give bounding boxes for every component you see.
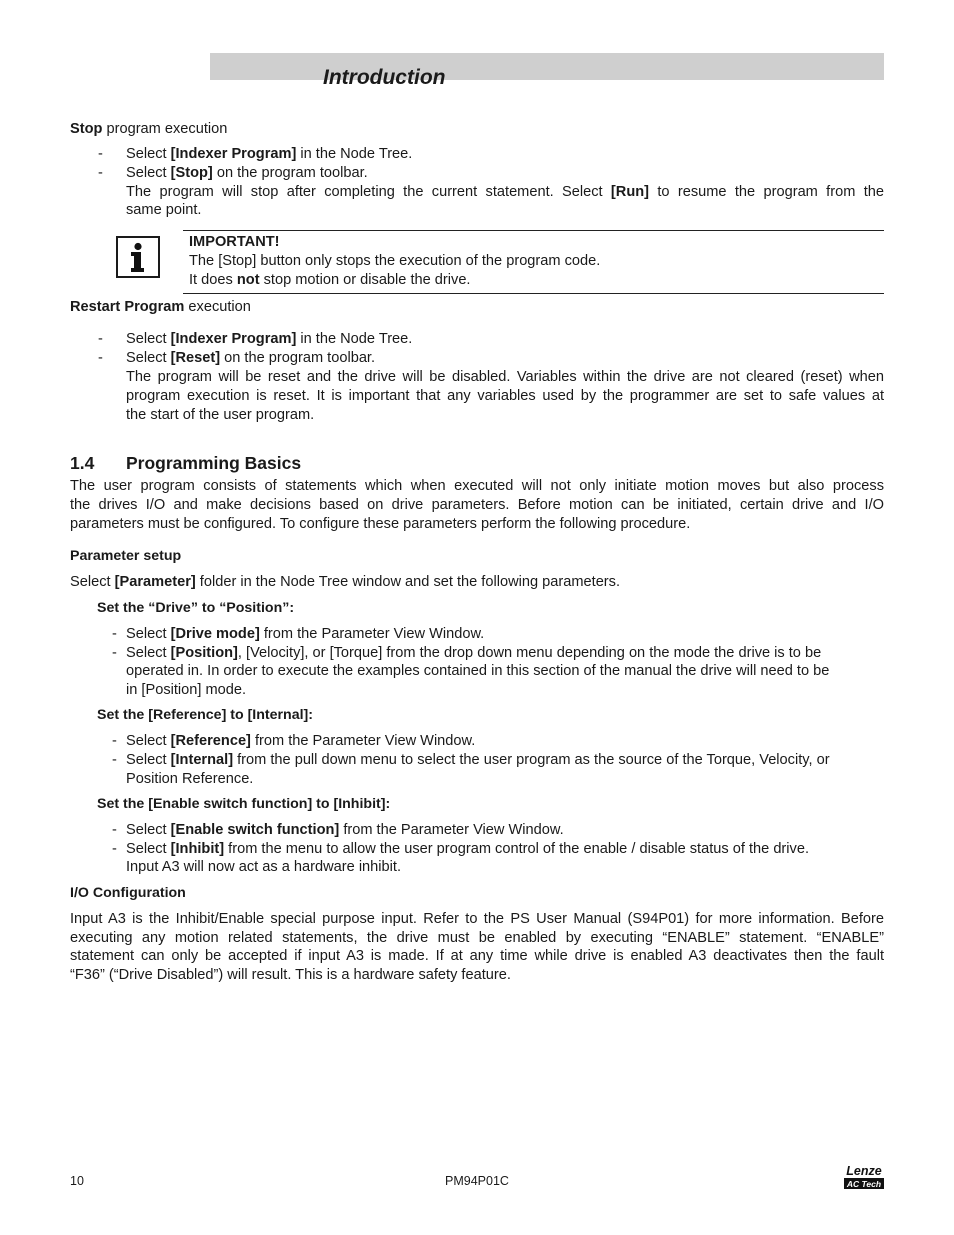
io-line-3: statement can only be accepted if input A3 is made. If at any time while drive is enabled A3 deactivates then the fault — [70, 948, 884, 964]
io-line-4: “F36” (“Drive Disabled”) will result. This is a hardware safety feature. — [70, 967, 511, 983]
restart-note-line-1: The program will be reset and the drive will be disabled. Variables within the drive are not cleared (reset) when — [126, 369, 884, 385]
lenze-logo-icon — [843, 1163, 885, 1191]
reference-heading: Set the [Reference] to [Internal]: — [97, 707, 313, 723]
io-line-1: Input A3 is the Inhibit/Enable special purpose input. Refer to the PS User Manual (S94P01) for more information. Before — [70, 911, 884, 927]
list-dash: - — [98, 331, 103, 347]
parameter-setup-heading: Parameter setup — [70, 548, 182, 564]
stop-step-2: Select [Stop] on the program toolbar. — [126, 165, 368, 181]
list-dash: - — [98, 350, 103, 366]
list-dash: - — [112, 822, 117, 838]
restart-step-2: Select [Reset] on the program toolbar. — [126, 350, 376, 366]
parameter-setup-intro: Select [Parameter] folder in the Node Tree window and set the following parameters. — [70, 574, 621, 590]
list-dash: - — [112, 645, 117, 661]
important-top-rule — [183, 230, 884, 231]
logo-text-top: Lenze — [846, 1164, 882, 1178]
stop-note-line-2: same point. — [126, 202, 202, 218]
important-line-2: It does not stop motion or disable the drive. — [189, 272, 471, 288]
drive-step-1: Select [Drive mode] from the Parameter View Window. — [126, 626, 485, 642]
section-title: Programming Basics — [126, 453, 302, 473]
enable-step-1: Select [Enable switch function] from the Parameter View Window. — [126, 822, 564, 838]
section-number: 1.4 — [70, 453, 95, 473]
reference-step-2: Select [Internal] from the pull down menu to select the user program as the source of the Torque, Velocity, or — [126, 752, 830, 768]
reference-step-1: Select [Reference] from the Parameter View Window. — [126, 733, 476, 749]
reference-step-2-line-2: Position Reference. — [126, 771, 254, 787]
restart-note-line-3: the start of the user program. — [126, 407, 315, 423]
enable-step-2-line-2: Input A3 will now act as a hardware inhibit. — [126, 859, 402, 875]
list-dash: - — [98, 146, 103, 162]
stop-step-1: Select [Indexer Program] in the Node Tree. — [126, 146, 413, 162]
info-icon — [116, 236, 160, 278]
io-line-2: executing any motion related statements, the drive must be enabled by executing “ENABLE” statement. “ENABLE” — [70, 930, 884, 946]
page-number: 10 — [70, 1174, 84, 1188]
important-line-1: The [Stop] button only stops the execution of the program code. — [189, 253, 601, 269]
enable-step-2: Select [Inhibit] from the menu to allow the user program control of the enable / disable status of the drive. — [126, 841, 810, 857]
restart-note-line-2: program execution is reset. It is important that any variables used by the programmer are set to safe values at — [126, 388, 884, 404]
drive-step-2: Select [Position], [Velocity], or [Torque] from the drop down menu depending on the mode the drive is to be — [126, 645, 822, 661]
important-label: IMPORTANT! — [189, 234, 280, 250]
header-bar — [210, 53, 884, 80]
lenze-logo — [843, 1163, 885, 1191]
info-icon-glyph — [118, 238, 158, 276]
restart-step-1: Select [Indexer Program] in the Node Tree. — [126, 331, 413, 347]
page-title: Introduction — [323, 66, 446, 89]
stop-note-line-1: The program will stop after completing the current statement. Select [Run] to resume the program from the — [126, 184, 884, 200]
drive-step-2-line-2: operated in. In order to execute the examples contained in this section of the manual the drive will need to be — [126, 663, 830, 679]
io-heading: I/O Configuration — [70, 885, 186, 901]
section-intro-line-2: the drives I/O and make decisions based on drive parameters. Before motion can be initiated, certain drive and I/O — [70, 497, 884, 513]
list-dash: - — [112, 841, 117, 857]
important-bottom-rule — [183, 293, 884, 294]
drive-heading: Set the “Drive” to “Position”: — [97, 600, 295, 616]
restart-heading: Restart Program execution — [70, 299, 251, 315]
drive-step-2-line-3: in [Position] mode. — [126, 682, 247, 698]
list-dash: - — [98, 165, 103, 181]
enable-heading: Set the [Enable switch function] to [Inhibit]: — [97, 796, 391, 812]
list-dash: - — [112, 626, 117, 642]
list-dash: - — [112, 752, 117, 768]
logo-text-bottom: AC Tech — [846, 1179, 882, 1189]
section-intro-line-3: parameters must be configured. To configure these parameters perform the following procedure. — [70, 516, 691, 532]
stop-heading: Stop program execution — [70, 121, 228, 137]
list-dash: - — [112, 733, 117, 749]
section-intro-line-1: The user program consists of statements which when executed will not only initiate motion moves but also process — [70, 478, 884, 494]
document-code: PM94P01C — [445, 1174, 509, 1188]
